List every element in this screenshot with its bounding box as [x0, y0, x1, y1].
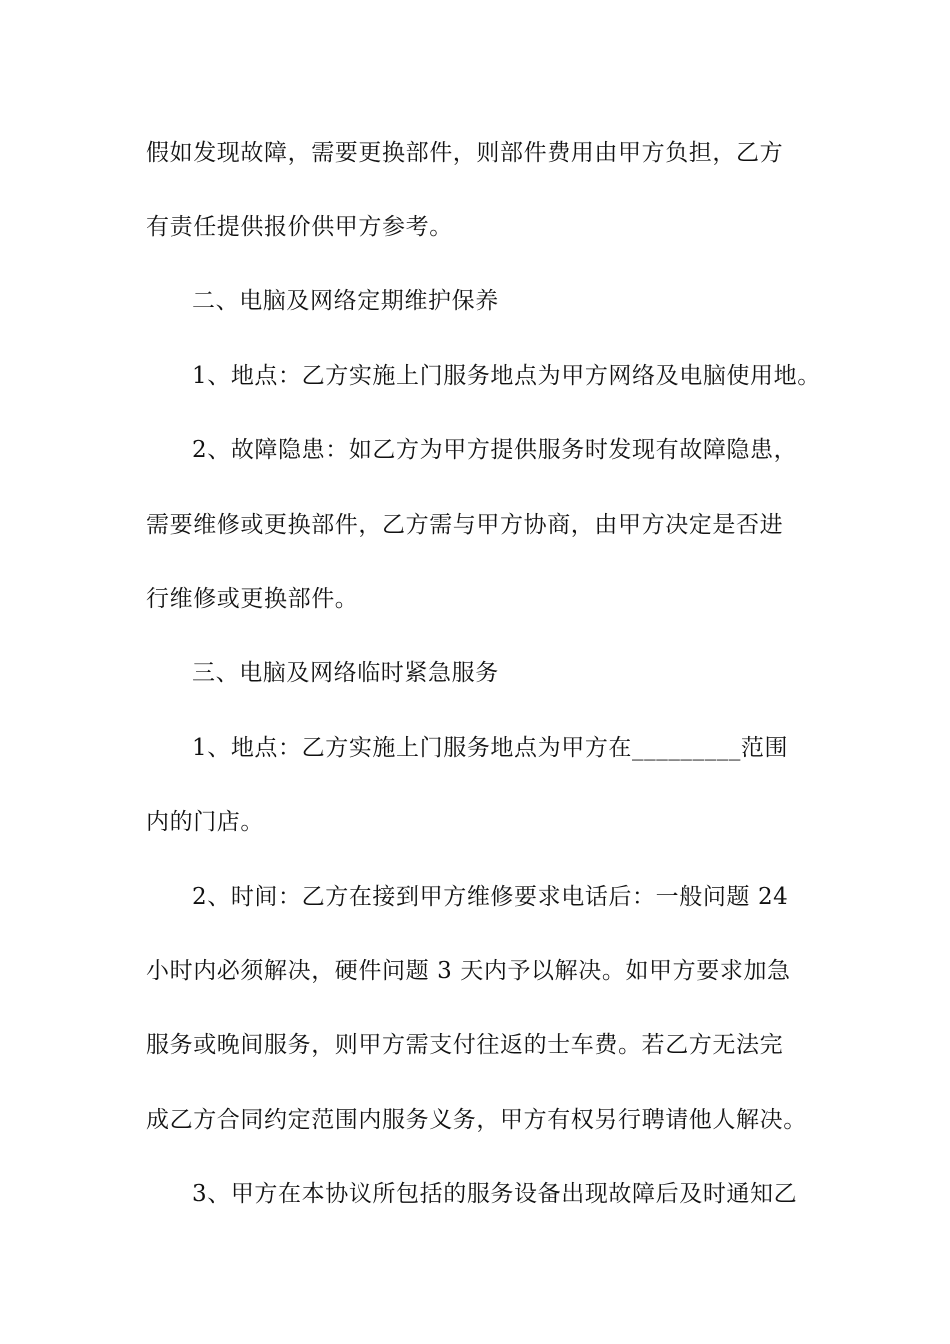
paragraph-line: 小时内必须解决，硬件问题 3 天内予以解决。如甲方要求加急 [146, 958, 791, 984]
paragraph-line: 1、地点：乙方实施上门服务地点为甲方网络及电脑使用地。 [192, 363, 821, 389]
paragraph-line: 1、地点：乙方实施上门服务地点为甲方在_________范围 [192, 735, 789, 761]
paragraph-line: 2、时间：乙方在接到甲方维修要求电话后：一般问题 24 [192, 884, 789, 910]
paragraph-line: 假如发现故障，需要更换部件，则部件费用由甲方负担，乙方 [146, 140, 784, 166]
paragraph-line: 2、故障隐患：如乙方为甲方提供服务时发现有故障隐患， [192, 437, 798, 463]
paragraph-line: 有责任提供报价供甲方参考。 [146, 214, 453, 240]
paragraph-line: 行维修或更换部件。 [146, 586, 359, 612]
paragraph-line: 内的门店。 [146, 809, 264, 835]
paragraph-line: 服务或晚间服务，则甲方需支付往返的士车费。若乙方无法完 [146, 1032, 784, 1058]
paragraph-line: 成乙方合同约定范围内服务义务，甲方有权另行聘请他人解决。 [146, 1107, 807, 1133]
section-heading: 三、电脑及网络临时紧急服务 [192, 660, 499, 686]
paragraph-line: 需要维修或更换部件，乙方需与甲方协商，由甲方决定是否进 [146, 512, 784, 538]
paragraph-line: 3、甲方在本协议所包括的服务设备出现故障后及时通知乙 [192, 1181, 798, 1207]
section-heading: 二、电脑及网络定期维护保养 [192, 288, 499, 314]
